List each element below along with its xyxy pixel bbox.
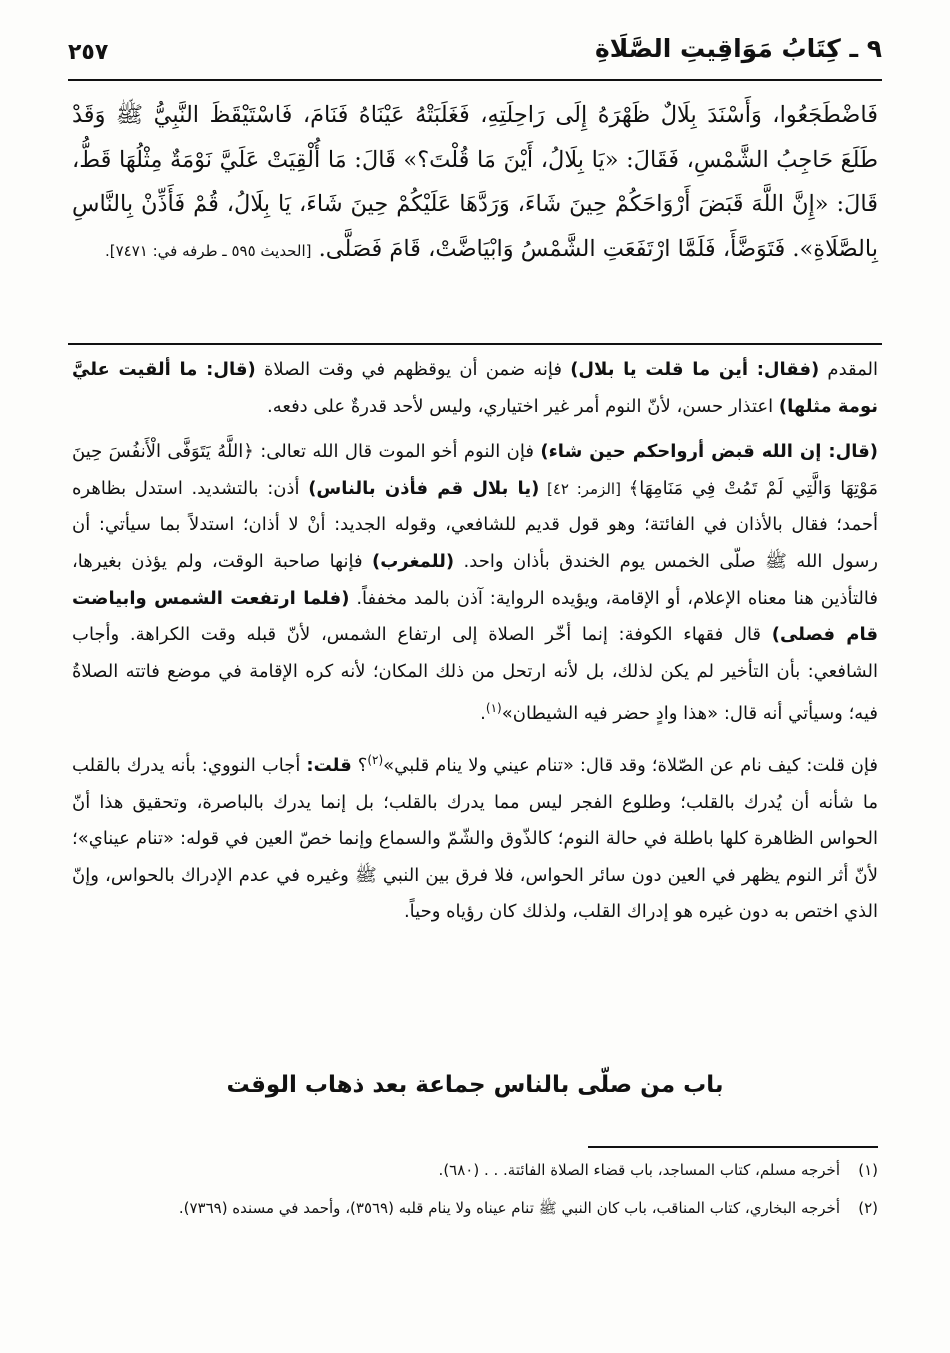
commentary-text: اعتذار حسن، لأنّ النوم أمر غير اختياري، وليس لأحد قدرةٌ على دفعه. (267, 395, 779, 417)
hadith-text-block (72, 93, 878, 273)
quran-verse: ﴿اللَّهُ يَتَوَفَّى الْأَنفُسَ حِينَ مَوْتِهَا وَالَّتِي لَمْ تَمُتْ فِي مَنَامِهَا﴾ (72, 441, 878, 499)
page-header (68, 34, 882, 80)
footnote-number: (١) (858, 1161, 878, 1179)
chapter-title: ٩ ـ كِتَابُ مَوَاقِيتِ الصَّلَاةِ (595, 34, 882, 63)
commentary-text: أجاب النووي: بأنه يدرك بالقلب ما شأنه أن يُدرك بالقلب؛ وطلوع الفجر ليس مما يدرك بالقلب؛ بل إنما يدرك بالباصرة، وتحقيق هذا أنّ الحواس الظاهرة كلها باطلة في حالة النوم؛ كالذّوق والشّمّ والسماع وإنما خصّ العين في قوله: «تنام عيناي»؛ لأنّ أثر النوم يظهر في العين دون سائر الحواس، فلا فرق بين النبي ﷺ وغيره في عدم الإدراك بالحواس، وإنّ الذي اختص به دون غيره هو إدراك القلب، ولذلك كان رؤياه وحياً. (72, 754, 878, 923)
commentary-quote-bold: (قال: ما ألقيت عليَّ نومة مثلها) (72, 359, 878, 417)
commentary-quote-bold: (فقال: أين ما قلت يا بلال) (570, 359, 820, 380)
commentary-text: فإن قلت: كيف نام عن الصّلاة؛ وقد قال: «تنام عيني ولا ينام قلبي» (383, 754, 878, 776)
commentary-text: فإنه ضمن أن يوقظهم في وقت الصلاة (255, 359, 571, 380)
commentary-paragraph-1 (72, 352, 878, 425)
commentary-block (72, 352, 878, 931)
footnote-text: أخرجه مسلم، كتاب المساجد، باب قضاء الصلاة الفائتة. . . (٦٨٠). (438, 1161, 840, 1179)
footnote-item (72, 1193, 878, 1223)
commentary-quote-bold: (للمغرب) (372, 550, 455, 572)
footnote-marker-2[interactable]: (٢) (367, 752, 384, 767)
commentary-quote-bold: (فلما ارتفعت الشمس وابياضت قام فصلى) (72, 587, 878, 646)
footnote-item (72, 1155, 878, 1185)
commentary-text: فإنها صاحبة الوقت، ولم يؤذن بغيرها، فالتأذين هنا معناه الإعلام، أو الإقامة، ويؤيده الرواية: آذن بالمد مخففاً. (72, 550, 878, 609)
header-divider (68, 79, 882, 81)
commentary-text: المقدم (819, 359, 879, 380)
footnotes-block (72, 1155, 878, 1231)
footnote-text: أخرجه البخاري، كتاب المناقب، باب كان النبي ﷺ تنام عيناه ولا ينام قلبه (٣٥٦٩)، وأحمد في مسنده (٧٣٦٩). (178, 1199, 840, 1217)
hadith-text: فَاضْطَجَعُوا، وَأَسْنَدَ بِلَالٌ ظَهْرَهُ إِلَى رَاحِلَتِهِ، فَغَلَبَتْهُ عَيْنَاهُ فَنَامَ، فَاسْتَيْقَظَ النَّبِيُّ ﷺ وَقَدْ طَلَعَ حَاجِبُ الشَّمْسِ، فَقَالَ: «يَا بِلَالُ، أَيْنَ مَا قُلْتَ؟» قَالَ: مَا أُلْقِيَتْ عَلَيَّ نَوْمَةٌ مِثْلُهَا قَطُّ، قَالَ: «إِنَّ اللَّهَ قَبَضَ أَرْوَاحَكُمْ حِينَ شَاءَ، وَرَدَّهَا عَلَيْكُمْ حِينَ شَاءَ، يَا بِلَالُ، قُمْ فَأَذِّنْ بِالنَّاسِ بِالصَّلَاةِ». فَتَوَضَّأَ، فَلَمَّا ارْتَفَعَتِ الشَّمْسُ وَابْيَاضَّتْ، قَامَ فَصَلَّى. (72, 102, 878, 262)
hadith-reference: [الحديث ٥٩٥ ـ طرفه في: ٧٤٧١]. (104, 241, 312, 260)
commentary-text: ؟ (351, 754, 368, 776)
commentary-paragraph-3 (72, 742, 878, 931)
footnote-divider (588, 1146, 878, 1148)
verse-reference: [الزمر: ٤٢] (539, 479, 629, 498)
commentary-text: قال فقهاء الكوفة: إنما أخّر الصلاة إلى ارتفاع الشمس، لأنّ قبله وقت الكراهة. وأجاب الشافعي: بأن التأخير لم يكن لذلك، بل لأنه ارتحل من ذلك المكان؛ لأنه كره الإقامة في موضع فاتته الصلاةُ فيه؛ وسيأتي أنه قال: «هذا وادٍ حضر فيه الشيطان» (72, 624, 878, 725)
commentary-text: فإن النوم أخو الموت قال الله تعالى: (253, 441, 541, 463)
footnote-number: (٢) (858, 1199, 878, 1217)
chapter-heading: باب من صلّى بالناس جماعة بعد ذهاب الوقت (226, 1072, 724, 1098)
commentary-text: أذن: بالتشديد. استدل بظاهره أحمد؛ فقال بالأذان في الفائتة؛ وهو قول قديم للشافعي، وقوله الجديد: أنْ لا أذان؛ استدلاً بما سيأتي: أن رسول الله ﷺ صلّى الخمس يوم الخندق بأذان واحد. (72, 477, 878, 572)
section-divider (68, 343, 882, 345)
commentary-paragraph-2 (72, 434, 878, 733)
commentary-text: . (480, 703, 486, 725)
page-number: ٢٥٧ (68, 40, 109, 65)
footnote-marker-1[interactable]: (١) (485, 701, 502, 716)
commentary-quote-bold: قلت: (306, 754, 352, 776)
commentary-quote-bold: (قال: إن الله قبض أرواحكم حين شاء) (540, 441, 878, 463)
commentary-quote-bold: (يا بلال قم فأذن بالناس) (308, 477, 540, 499)
